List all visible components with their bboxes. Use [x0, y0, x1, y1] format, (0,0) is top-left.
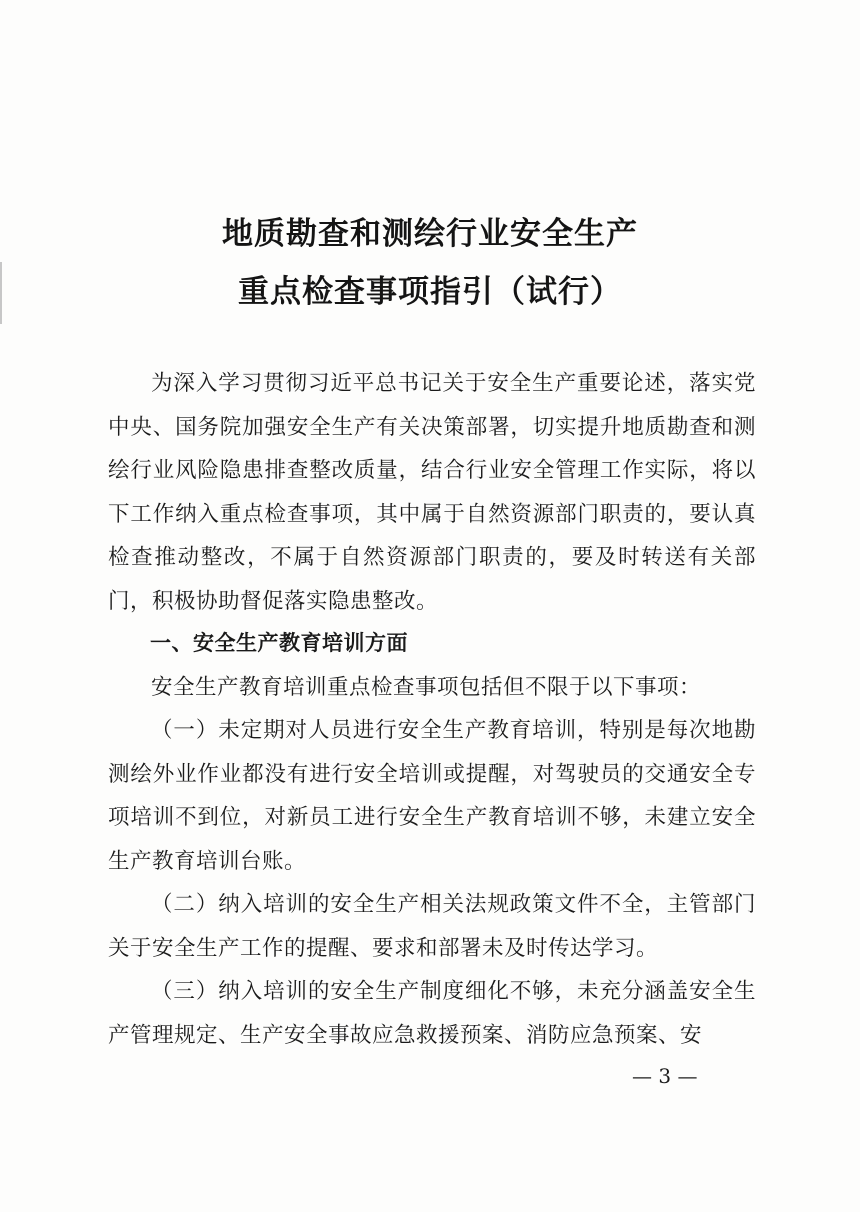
list-item-2: （二）纳入培训的安全生产相关法规政策文件不全，主管部门关于安全生产工作的提醒、要求和部署未及时传达学习。: [108, 892, 756, 961]
intro-section: [108, 362, 756, 623]
document-title-line-2: 重点检查事项指引（试行）: [238, 274, 622, 310]
intro-paragraph: 为深入学习贯彻习近平总书记关于安全生产重要论述，落实党中央、国务院加强安全生产有关决策部署，切实提升地质勘查和测绘行业风险隐患排查整改质量，结合行业安全管理工作实际，将以下工作纳入重点检查事项，其中属于自然资源部门职责的，要认真检查推动整改，不属于自然资源部门职责的，要及时转送有关部门，积极协助督促落实隐患整改。: [108, 371, 756, 614]
list-item-1: （一）未定期对人员进行安全生产教育培训，特别是每次地勘测绘外业作业都没有进行安全培训或提醒，对驾驶员的交通安全专项培训不到位，对新员工进行安全生产教育培训不够，未建立安全生产教育培训台账。: [108, 718, 756, 874]
section-education-training: [108, 622, 756, 1057]
page-number: — 3 —: [632, 1064, 698, 1088]
document-title-line-1: 地质勘查和测绘行业安全生产: [222, 216, 638, 252]
section-heading: 一、安全生产教育培训方面: [150, 631, 408, 655]
section-lead-paragraph: 安全生产教育培训重点检查事项包括但不限于以下事项：: [151, 674, 702, 700]
list-item-3: （三）纳入培训的安全生产制度细化不够，未充分涵盖安全生产管理规定、生产安全事故应急救援预案、消防应急预案、安: [108, 979, 756, 1048]
